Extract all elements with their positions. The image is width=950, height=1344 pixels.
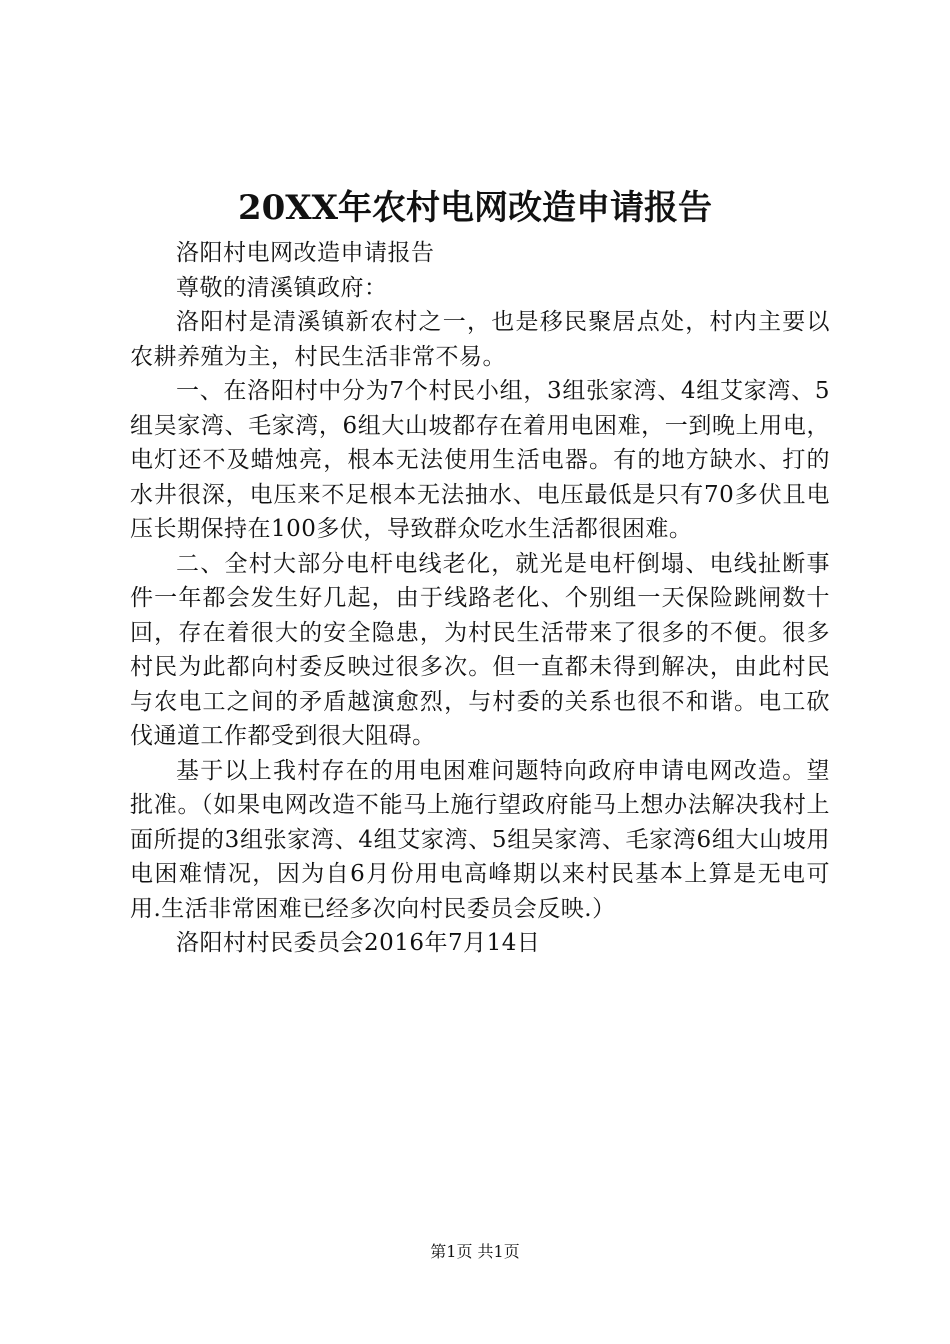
point-two-paragraph: 二、全村大部分电杆电线老化，就光是电杆倒塌、电线扯断事件一年都会发生好几起，由于线路老化、个别组一天保险跳闸数十回，存在着很大的安全隐患，为村民生活带来了很多的不便。很多村民为此都向村委反映过很多次。但一直都未得到解决，由此村民与农电工之间的矛盾越演愈烈，与村委的关系也很不和谐。电工砍伐通道工作都受到很大阻碍。 xyxy=(130,550,830,749)
salutation-paragraph: 尊敬的清溪镇政府： xyxy=(176,274,388,301)
intro-paragraph: 洛阳村是清溪镇新农村之一，也是移民聚居点处，村内主要以农耕养殖为主，村民生活非常不易。 xyxy=(130,309,830,370)
page-footer: 第1页 共1页 xyxy=(430,1242,520,1261)
point-one-paragraph: 一、在洛阳村中分为7个村民小组，3组张家湾、4组艾家湾、5组吴家湾、毛家湾，6组大山坡都存在着用电困难，一到晚上用电，电灯还不及蜡烛亮，根本无法使用生活电器。有的地方缺水、打的水井很深，电压来不足根本无法抽水、电压最低是只有70多伏且电压长期保持在100多伏，导致群众吃水生活都很困难。 xyxy=(130,378,830,542)
document-title: 20XX年农村电网改造申请报告 xyxy=(237,188,713,228)
document-body xyxy=(130,236,830,961)
subtitle-paragraph: 洛阳村电网改造申请报告 xyxy=(176,240,435,266)
signature-paragraph: 洛阳村村民委员会2016年7月14日 xyxy=(176,930,541,956)
request-paragraph: 基于以上我村存在的用电困难问题特向政府申请电网改造。望批准。（如果电网改造不能马上施行望政府能马上想办法解决我村上面所提的3组张家湾、4组艾家湾、5组吴家湾、毛家湾6组大山坡用电困难情况，因为自6月份用电高峰期以来村民基本上算是无电可用.生活非常困难已经多次向村民委员会反映.） xyxy=(130,757,830,922)
